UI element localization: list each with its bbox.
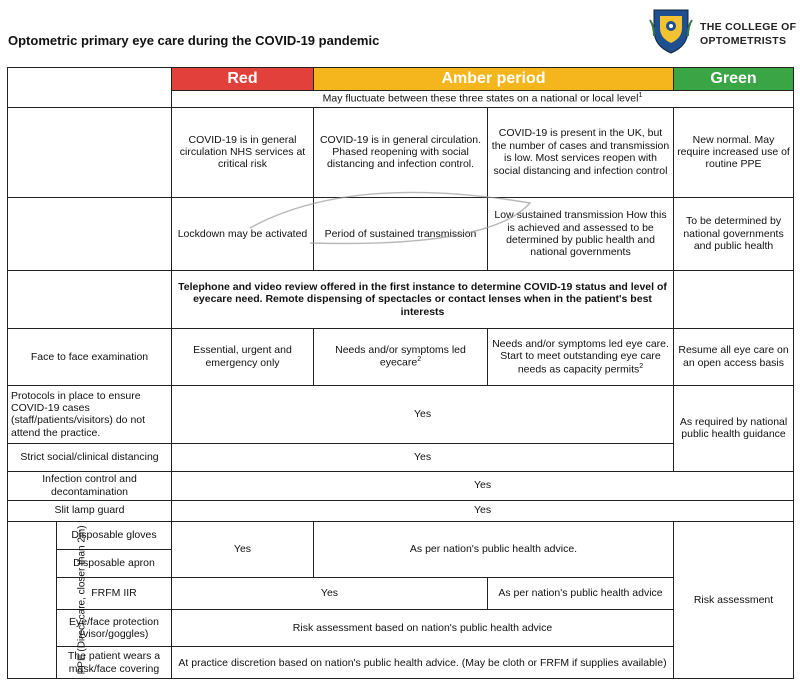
protocols-value: Yes [172,385,674,444]
page-title: Optometric primary eye care during the COVID-19 pandemic [8,33,380,48]
blank-remote-green [674,271,794,329]
pandemic-table [7,67,794,679]
face-red: Essential, urgent and emergency only [172,328,314,385]
college-logo [648,6,798,56]
face-amber1: Needs and/or symptoms led eyecare$^2$ [314,328,488,385]
apron-label: Disposable apron [57,549,172,577]
mask-label: The patient wears a mask/face covering [57,647,172,679]
ppe-label: PPE (Direct care, closer than 2m) [8,521,57,678]
ppe-green: Risk assessment [674,521,794,678]
remote-review: Telephone and video review offered in the first instance to determine COVID-19 status and level of eyecare need. Remote dispensing of spectacles or contact lenses when in the patient's best interests [172,271,674,329]
phase-green: Green [674,68,794,91]
desc-green: New normal. May require increased use of routine PPE [674,107,794,197]
mask-value: At practice discretion based on nation's public health advice. (May be cloth or FRFM if supplies available) [172,647,674,679]
phase-amber: Amber period [314,68,674,91]
face-label: Face to face examination [8,328,172,385]
distancing-label: Strict social/clinical distancing [8,444,172,471]
trans-green: To be determined by national governments and public health [674,197,794,270]
eye-value: Risk assessment based on nation's public health advice [172,609,674,647]
phase-red: Red [172,68,314,91]
face-green: Resume all eye care on an open access basis [674,328,794,385]
distancing-value: Yes [172,444,674,471]
trans-amber2: Low sustained transmission How this is achieved and assessed to be determined by public health and national governments [488,197,674,270]
green-guidance: As required by national public health guidance [674,385,794,471]
logo-line2: OPTOMETRISTS [700,35,787,47]
protocols-label: Protocols in place to ensure COVID-19 cases (staff/patients/visitors) do not attend the practice. [8,385,172,444]
desc-amber1: COVID-19 is in general circulation. Phased reopening with social distancing and infection control. [314,107,488,197]
slit-label: Slit lamp guard [8,500,172,521]
gloves-amber: As per nation's public health advice. [314,521,674,578]
frfm-label: FRFM IIR [57,578,172,609]
crest-icon [648,6,694,56]
trans-red: Lockdown may be activated [172,197,314,270]
desc-red: COVID-19 is in general circulation NHS services at critical risk [172,107,314,197]
frfm-amber2: As per nation's public health advice [488,578,674,609]
fluctuate-note: May fluctuate between these three states on a national or local level$^1$ [172,90,794,107]
infection-label: Infection control and decontamination [8,471,172,500]
blank-trans-label [8,197,172,270]
corner-cell [8,68,172,108]
trans-amber1: Period of sustained transmission [314,197,488,270]
frfm-yes: Yes [172,578,488,609]
gloves-label: Disposable gloves [57,521,172,549]
desc-amber2: COVID-19 is present in the UK, but the number of cases and transmission is low. Most services reopen with social distancing and infection control [488,107,674,197]
gloves-red: Yes [172,521,314,578]
face-amber2: Needs and/or symptoms led eye care. Start to meet outstanding eye care needs as capacity permits$^2$ [488,328,674,385]
blank-remote-label [8,271,172,329]
eye-label: Eye/face protection (visor/goggles) [57,609,172,647]
infection-value: Yes [172,471,794,500]
logo-line1: THE COLLEGE OF [700,21,797,33]
slit-value: Yes [172,500,794,521]
blank-desc-label [8,107,172,197]
